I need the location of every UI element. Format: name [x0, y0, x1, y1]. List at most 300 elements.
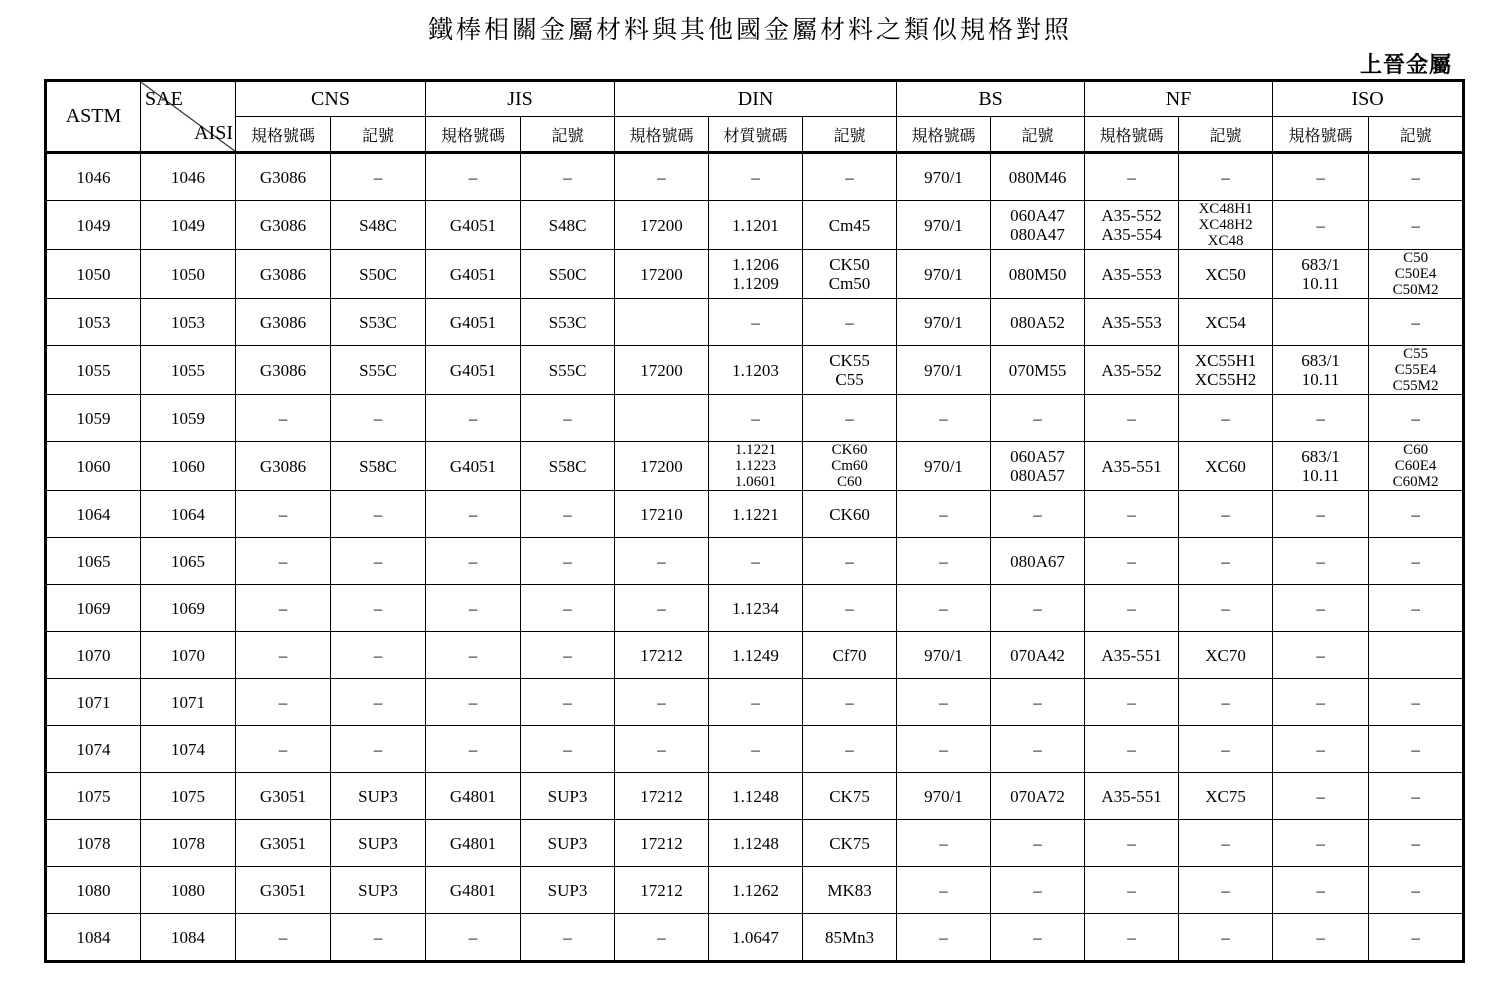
cell-astm: 1064 — [46, 491, 141, 538]
cell-jis-spec-no: – — [426, 153, 521, 201]
cell-jis-symbol: – — [521, 585, 615, 632]
table-row — [46, 395, 1464, 442]
cell-bs-spec-no: 970/1 — [897, 299, 991, 346]
table-row — [46, 299, 1464, 346]
cell-iso-symbol: – — [1369, 773, 1464, 820]
cell-bs-spec-no: 970/1 — [897, 201, 991, 250]
cell-iso-symbol: – — [1369, 201, 1464, 250]
cell-line: 060A57 — [1010, 447, 1065, 466]
cell-bs-spec-no: – — [897, 538, 991, 585]
cell-jis-symbol: – — [521, 153, 615, 201]
cell-astm: 1070 — [46, 632, 141, 679]
cell-din-material-no: – — [709, 299, 803, 346]
table-row — [46, 914, 1464, 962]
sae-aisi-header — [141, 81, 236, 153]
cell-sae-aisi: 1075 — [141, 773, 236, 820]
cell-din-material-no: 1.1234 — [709, 585, 803, 632]
cell-iso-spec-no: – — [1273, 585, 1369, 632]
cell-cns-symbol: – — [331, 538, 426, 585]
cell-din-material-no: – — [709, 395, 803, 442]
cell-nf-spec-no: – — [1085, 491, 1179, 538]
cell-astm: 1084 — [46, 914, 141, 962]
cell-din-symbol: – — [803, 299, 897, 346]
cell-din-spec-no: 17200 — [615, 250, 709, 299]
cell-cns-symbol: – — [331, 632, 426, 679]
cell-line: C60 — [837, 474, 863, 490]
cell-bs-spec-no: 970/1 — [897, 153, 991, 201]
cell-jis-symbol: SUP3 — [521, 867, 615, 914]
din-symbol-header: 記號 — [803, 117, 897, 153]
cell-bs-spec-no: – — [897, 585, 991, 632]
cell-din-symbol: CK75 — [803, 820, 897, 867]
iso-spec-no-header: 規格號碼 — [1273, 117, 1369, 153]
cell-din-material-no — [709, 250, 803, 299]
cell-iso-spec-no: – — [1273, 867, 1369, 914]
cell-nf-spec-no: – — [1085, 726, 1179, 773]
cell-din-symbol: CK60 — [803, 491, 897, 538]
cell-sae-aisi: 1078 — [141, 820, 236, 867]
cell-nf-spec-no: – — [1085, 395, 1179, 442]
header-row-groups — [46, 81, 1464, 117]
group-header-cns: CNS — [236, 81, 426, 117]
cell-jis-spec-no: G4051 — [426, 346, 521, 395]
cell-din-symbol: – — [803, 395, 897, 442]
spec-comparison-table — [44, 79, 1465, 963]
cell-din-symbol: CK75 — [803, 773, 897, 820]
cell-cns-symbol: – — [331, 679, 426, 726]
cell-jis-symbol: – — [521, 395, 615, 442]
cell-jis-symbol: SUP3 — [521, 773, 615, 820]
group-header-iso: ISO — [1273, 81, 1464, 117]
cell-cns-symbol: S58C — [331, 442, 426, 491]
table-row — [46, 442, 1464, 491]
cell-nf-spec-no: A35-551 — [1085, 442, 1179, 491]
cell-line: C55M2 — [1392, 378, 1439, 394]
cell-iso-spec-no: – — [1273, 395, 1369, 442]
cell-iso-symbol: – — [1369, 153, 1464, 201]
table-row — [46, 250, 1464, 299]
cell-nf-symbol: – — [1179, 538, 1273, 585]
cell-cns-spec-no: G3086 — [236, 250, 331, 299]
cell-astm: 1075 — [46, 773, 141, 820]
cell-line: XC55H2 — [1194, 370, 1257, 389]
cell-cns-symbol: SUP3 — [331, 820, 426, 867]
cell-nf-symbol: XC75 — [1179, 773, 1273, 820]
cell-sae-aisi: 1060 — [141, 442, 236, 491]
table-row — [46, 820, 1464, 867]
cell-sae-aisi: 1050 — [141, 250, 236, 299]
cell-din-spec-no: – — [615, 726, 709, 773]
cell-din-symbol: – — [803, 538, 897, 585]
cell-jis-spec-no: G4051 — [426, 442, 521, 491]
cell-sae-aisi: 1059 — [141, 395, 236, 442]
cell-din-spec-no: 17212 — [615, 632, 709, 679]
cell-bs-symbol: – — [991, 679, 1085, 726]
bs-symbol-header: 記號 — [991, 117, 1085, 153]
cell-bs-symbol: 080M50 — [991, 250, 1085, 299]
cell-din-symbol: – — [803, 153, 897, 201]
cell-iso-spec-no: – — [1273, 201, 1369, 250]
cell-din-spec-no: – — [615, 585, 709, 632]
cell-cns-symbol: SUP3 — [331, 867, 426, 914]
nf-symbol-header: 記號 — [1179, 117, 1273, 153]
cell-sae-aisi: 1055 — [141, 346, 236, 395]
cell-line: XC48H1 — [1198, 201, 1253, 217]
group-header-jis: JIS — [426, 81, 615, 117]
cell-din-spec-no: – — [615, 538, 709, 585]
cell-nf-spec-no — [1085, 201, 1179, 250]
cell-bs-symbol: – — [991, 914, 1085, 962]
cell-din-symbol — [803, 442, 897, 491]
cell-nf-symbol: XC50 — [1179, 250, 1273, 299]
cell-sae-aisi: 1064 — [141, 491, 236, 538]
cell-line: 683/1 — [1301, 351, 1340, 370]
cell-bs-symbol: 070M55 — [991, 346, 1085, 395]
cell-bs-symbol: – — [991, 867, 1085, 914]
cell-line: CK50 — [829, 255, 870, 274]
cell-bs-spec-no: 970/1 — [897, 632, 991, 679]
table-row — [46, 346, 1464, 395]
cell-jis-symbol: – — [521, 491, 615, 538]
cell-cns-spec-no: – — [236, 914, 331, 962]
cell-iso-symbol — [1369, 632, 1464, 679]
cell-jis-symbol: – — [521, 726, 615, 773]
cell-nf-spec-no: – — [1085, 538, 1179, 585]
cell-din-spec-no: 17210 — [615, 491, 709, 538]
group-header-bs: BS — [897, 81, 1085, 117]
cell-line: 10.11 — [1301, 466, 1340, 485]
cell-jis-spec-no: – — [426, 726, 521, 773]
cell-iso-symbol: – — [1369, 726, 1464, 773]
cell-jis-symbol: S48C — [521, 201, 615, 250]
aisi-label: AISI — [194, 122, 233, 144]
cell-astm: 1078 — [46, 820, 141, 867]
cell-cns-symbol: – — [331, 395, 426, 442]
cell-astm: 1053 — [46, 299, 141, 346]
cell-nf-symbol: – — [1179, 867, 1273, 914]
cell-bs-symbol: 070A42 — [991, 632, 1085, 679]
cell-din-material-no: 1.1221 — [709, 491, 803, 538]
cell-cns-spec-no: G3086 — [236, 346, 331, 395]
cell-nf-symbol: – — [1179, 679, 1273, 726]
cell-din-spec-no: 17212 — [615, 867, 709, 914]
cell-din-spec-no — [615, 395, 709, 442]
cell-line: Cm60 — [831, 458, 868, 474]
cell-iso-symbol — [1369, 250, 1464, 299]
table-row — [46, 773, 1464, 820]
cell-cns-spec-no: – — [236, 632, 331, 679]
cell-line: C50 — [1403, 250, 1429, 266]
cell-iso-symbol: – — [1369, 538, 1464, 585]
cell-jis-spec-no: – — [426, 914, 521, 962]
cell-line: C55 — [1403, 346, 1429, 362]
cell-sae-aisi: 1069 — [141, 585, 236, 632]
cell-cns-spec-no: G3086 — [236, 153, 331, 201]
cell-nf-spec-no: A35-551 — [1085, 773, 1179, 820]
cell-jis-spec-no: G4051 — [426, 201, 521, 250]
cell-din-material-no: 1.1262 — [709, 867, 803, 914]
cell-din-material-no: 1.0647 — [709, 914, 803, 962]
cell-cns-symbol: – — [331, 153, 426, 201]
cell-cns-symbol: S50C — [331, 250, 426, 299]
cell-nf-spec-no: – — [1085, 679, 1179, 726]
table-row — [46, 867, 1464, 914]
cell-din-symbol: – — [803, 585, 897, 632]
cns-spec-no-header: 規格號碼 — [236, 117, 331, 153]
cell-line: C60E4 — [1394, 458, 1437, 474]
cell-line: A35-554 — [1101, 225, 1162, 244]
cell-nf-spec-no: A35-553 — [1085, 299, 1179, 346]
table-row — [46, 632, 1464, 679]
cell-astm: 1049 — [46, 201, 141, 250]
cell-cns-spec-no: – — [236, 679, 331, 726]
cell-astm: 1050 — [46, 250, 141, 299]
cell-nf-symbol: XC54 — [1179, 299, 1273, 346]
cell-iso-spec-no: – — [1273, 679, 1369, 726]
cell-din-spec-no: 17200 — [615, 442, 709, 491]
cell-jis-symbol: – — [521, 679, 615, 726]
cell-line: C55 — [835, 370, 864, 389]
cell-jis-symbol: – — [521, 538, 615, 585]
cell-line: 10.11 — [1301, 370, 1340, 389]
cell-jis-symbol: S55C — [521, 346, 615, 395]
cell-din-symbol — [803, 250, 897, 299]
cell-iso-spec-no: – — [1273, 491, 1369, 538]
cell-astm: 1069 — [46, 585, 141, 632]
cell-din-material-no: – — [709, 153, 803, 201]
cell-nf-symbol: XC70 — [1179, 632, 1273, 679]
cell-line: 683/1 — [1301, 255, 1340, 274]
cell-cns-symbol: – — [331, 491, 426, 538]
cell-iso-spec-no — [1273, 250, 1369, 299]
cell-bs-symbol — [991, 442, 1085, 491]
din-spec-no-header: 規格號碼 — [615, 117, 709, 153]
cell-bs-spec-no: 970/1 — [897, 773, 991, 820]
cell-bs-spec-no: – — [897, 914, 991, 962]
cell-din-spec-no: 17212 — [615, 820, 709, 867]
cell-nf-symbol — [1179, 201, 1273, 250]
cell-jis-spec-no: – — [426, 585, 521, 632]
cell-line: 060A47 — [1010, 206, 1065, 225]
cell-sae-aisi: 1053 — [141, 299, 236, 346]
cell-bs-symbol: 080M46 — [991, 153, 1085, 201]
cell-cns-spec-no: – — [236, 726, 331, 773]
cell-iso-symbol: – — [1369, 395, 1464, 442]
cell-din-material-no: – — [709, 538, 803, 585]
table-body — [46, 153, 1464, 962]
cell-iso-spec-no: – — [1273, 538, 1369, 585]
cell-cns-spec-no: – — [236, 395, 331, 442]
cell-din-material-no: 1.1201 — [709, 201, 803, 250]
cell-bs-spec-no: – — [897, 820, 991, 867]
cell-bs-symbol — [991, 201, 1085, 250]
cell-jis-spec-no: – — [426, 491, 521, 538]
cell-cns-symbol: SUP3 — [331, 773, 426, 820]
cell-din-symbol: 85Mn3 — [803, 914, 897, 962]
cell-cns-spec-no: – — [236, 538, 331, 585]
cell-din-material-no: 1.1249 — [709, 632, 803, 679]
cell-bs-spec-no: – — [897, 491, 991, 538]
jis-symbol-header: 記號 — [521, 117, 615, 153]
cell-astm: 1059 — [46, 395, 141, 442]
cell-iso-symbol: – — [1369, 914, 1464, 962]
cns-symbol-header: 記號 — [331, 117, 426, 153]
cell-nf-spec-no: – — [1085, 585, 1179, 632]
cell-line: C60M2 — [1392, 474, 1439, 490]
cell-iso-spec-no: – — [1273, 153, 1369, 201]
cell-cns-spec-no: G3051 — [236, 820, 331, 867]
cell-iso-symbol: – — [1369, 299, 1464, 346]
cell-line: 10.11 — [1301, 274, 1340, 293]
cell-line: XC48 — [1207, 233, 1244, 249]
cell-line: XC55H1 — [1194, 351, 1257, 370]
header-row-subcolumns — [46, 117, 1464, 153]
cell-nf-spec-no: A35-552 — [1085, 346, 1179, 395]
cell-line: 080A57 — [1010, 466, 1065, 485]
cell-cns-spec-no: – — [236, 585, 331, 632]
cell-cns-symbol: S53C — [331, 299, 426, 346]
cell-din-symbol: MK83 — [803, 867, 897, 914]
cell-astm: 1080 — [46, 867, 141, 914]
cell-jis-symbol: S58C — [521, 442, 615, 491]
cell-iso-symbol: – — [1369, 820, 1464, 867]
cell-jis-spec-no: – — [426, 632, 521, 679]
cell-sae-aisi: 1084 — [141, 914, 236, 962]
cell-nf-spec-no: – — [1085, 914, 1179, 962]
cell-jis-symbol: S53C — [521, 299, 615, 346]
cell-din-spec-no: 17200 — [615, 346, 709, 395]
cell-iso-symbol: – — [1369, 585, 1464, 632]
cell-din-spec-no — [615, 299, 709, 346]
cell-din-spec-no: 17200 — [615, 201, 709, 250]
cell-cns-symbol: – — [331, 585, 426, 632]
cell-cns-symbol: – — [331, 914, 426, 962]
cell-cns-spec-no: G3086 — [236, 442, 331, 491]
cell-astm: 1071 — [46, 679, 141, 726]
cell-nf-symbol: – — [1179, 726, 1273, 773]
cell-din-symbol: – — [803, 679, 897, 726]
cell-line: C50E4 — [1394, 266, 1437, 282]
cell-cns-spec-no: – — [236, 491, 331, 538]
cell-iso-spec-no — [1273, 442, 1369, 491]
table-row — [46, 679, 1464, 726]
cell-jis-symbol: – — [521, 632, 615, 679]
cell-nf-spec-no: – — [1085, 867, 1179, 914]
cell-nf-symbol: – — [1179, 820, 1273, 867]
cell-jis-symbol: – — [521, 914, 615, 962]
cell-bs-spec-no: 970/1 — [897, 250, 991, 299]
cell-din-spec-no: – — [615, 153, 709, 201]
cell-nf-spec-no: – — [1085, 820, 1179, 867]
table-row — [46, 153, 1464, 201]
cell-astm: 1074 — [46, 726, 141, 773]
cell-bs-symbol: 080A67 — [991, 538, 1085, 585]
cell-cns-spec-no: G3051 — [236, 867, 331, 914]
cell-iso-spec-no — [1273, 346, 1369, 395]
cell-nf-symbol: – — [1179, 395, 1273, 442]
cell-din-symbol: Cm45 — [803, 201, 897, 250]
cell-bs-symbol: – — [991, 820, 1085, 867]
cell-nf-symbol: – — [1179, 914, 1273, 962]
cell-bs-symbol: – — [991, 395, 1085, 442]
cell-nf-spec-no: A35-553 — [1085, 250, 1179, 299]
group-header-nf: NF — [1085, 81, 1273, 117]
cell-iso-spec-no: – — [1273, 632, 1369, 679]
cell-bs-symbol: – — [991, 585, 1085, 632]
cell-jis-spec-no: – — [426, 395, 521, 442]
cell-nf-spec-no: – — [1085, 153, 1179, 201]
cell-bs-symbol: 070A72 — [991, 773, 1085, 820]
cell-line: CK55 — [829, 351, 870, 370]
cell-bs-spec-no: 970/1 — [897, 442, 991, 491]
cell-iso-spec-no — [1273, 299, 1369, 346]
cell-nf-symbol: – — [1179, 585, 1273, 632]
cell-iso-symbol: – — [1369, 679, 1464, 726]
cell-nf-symbol: – — [1179, 491, 1273, 538]
cell-jis-symbol: SUP3 — [521, 820, 615, 867]
cell-line: C55E4 — [1394, 362, 1437, 378]
cell-nf-symbol — [1179, 346, 1273, 395]
cell-jis-spec-no: – — [426, 538, 521, 585]
cell-astm: 1046 — [46, 153, 141, 201]
iso-symbol-header: 記號 — [1369, 117, 1464, 153]
cell-sae-aisi: 1070 — [141, 632, 236, 679]
cell-cns-symbol: – — [331, 726, 426, 773]
cell-jis-symbol: S50C — [521, 250, 615, 299]
nf-spec-no-header: 規格號碼 — [1085, 117, 1179, 153]
cell-sae-aisi: 1065 — [141, 538, 236, 585]
cell-line: CK60 — [831, 442, 868, 458]
group-header-din: DIN — [615, 81, 897, 117]
cell-din-material-no: – — [709, 679, 803, 726]
cell-din-symbol — [803, 346, 897, 395]
cell-bs-spec-no: – — [897, 867, 991, 914]
jis-spec-no-header: 規格號碼 — [426, 117, 521, 153]
cell-line: 080A47 — [1010, 225, 1065, 244]
cell-bs-symbol: 080A52 — [991, 299, 1085, 346]
cell-sae-aisi: 1071 — [141, 679, 236, 726]
cell-bs-spec-no: – — [897, 395, 991, 442]
cell-din-material-no: 1.1203 — [709, 346, 803, 395]
cell-din-material-no — [709, 442, 803, 491]
cell-nf-spec-no: A35-551 — [1085, 632, 1179, 679]
table-row — [46, 726, 1464, 773]
cell-bs-spec-no: 970/1 — [897, 346, 991, 395]
cell-line: C60 — [1403, 442, 1429, 458]
cell-din-material-no: 1.1248 — [709, 820, 803, 867]
din-material-no-header: 材質號碼 — [709, 117, 803, 153]
astm-header: ASTM — [46, 81, 141, 153]
cell-line: 1.1206 — [732, 255, 779, 274]
cell-nf-symbol: XC60 — [1179, 442, 1273, 491]
sae-label: SAE — [145, 88, 183, 110]
cell-bs-spec-no: – — [897, 679, 991, 726]
table-row — [46, 201, 1464, 250]
cell-line: 1.1221 — [734, 442, 777, 458]
cell-jis-spec-no: G4801 — [426, 867, 521, 914]
cell-din-spec-no: – — [615, 679, 709, 726]
cell-iso-spec-no: – — [1273, 773, 1369, 820]
cell-line: 1.1223 — [734, 458, 777, 474]
cell-din-spec-no: 17212 — [615, 773, 709, 820]
cell-sae-aisi: 1080 — [141, 867, 236, 914]
cell-line: 683/1 — [1301, 447, 1340, 466]
table-row — [46, 585, 1464, 632]
cell-astm: 1060 — [46, 442, 141, 491]
cell-din-material-no: 1.1248 — [709, 773, 803, 820]
cell-iso-spec-no: – — [1273, 914, 1369, 962]
company-name: 上晉金屬 — [1359, 53, 1452, 78]
